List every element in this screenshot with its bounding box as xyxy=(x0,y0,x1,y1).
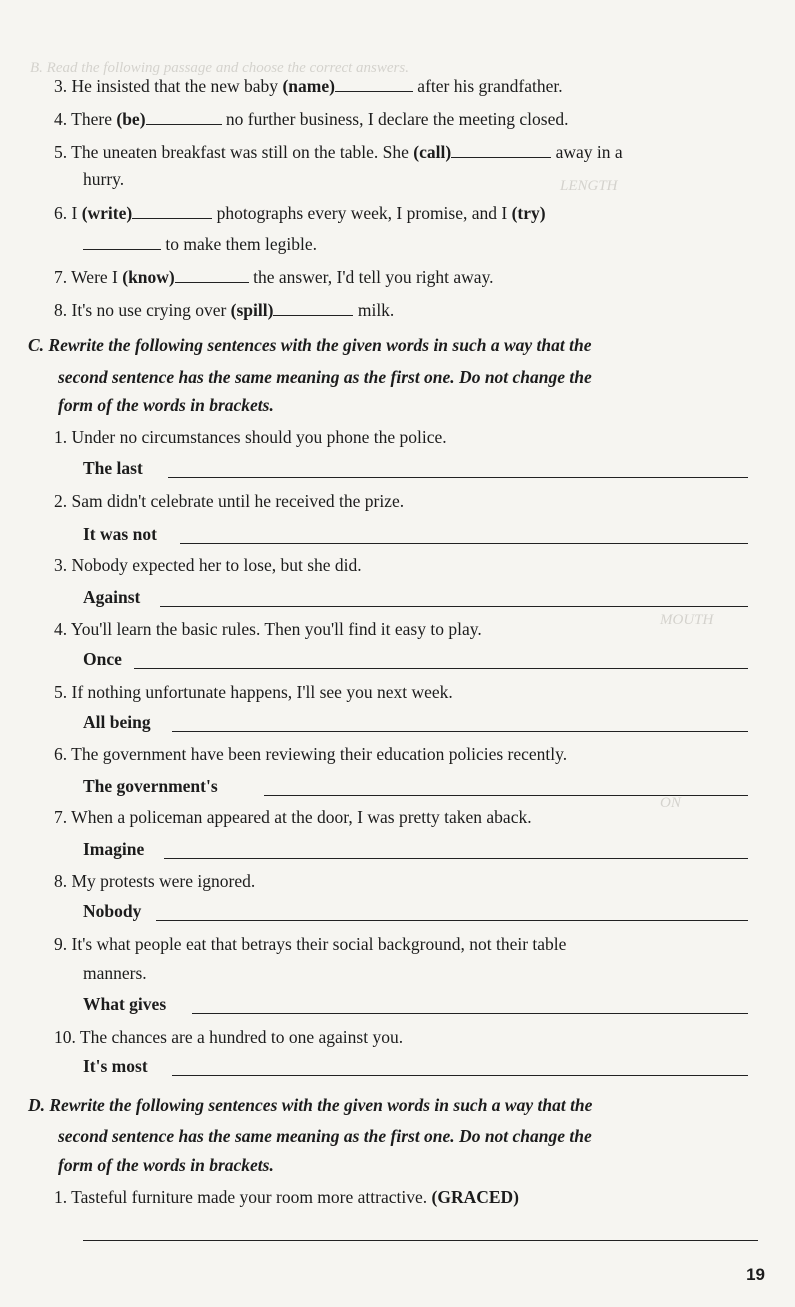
item-c4-prompt: Once xyxy=(83,649,122,669)
item-c2-prompt: It was not xyxy=(83,524,157,544)
answer-line xyxy=(160,606,748,607)
item-c7-sentence: 7. When a policeman appeared at the door, I was pretty taken aback. xyxy=(54,807,532,827)
answer-line xyxy=(134,668,748,669)
item-c9-prompt: What gives xyxy=(83,994,167,1014)
item-c7-prompt: Imagine xyxy=(83,839,145,859)
section-d-heading-line-2: second sentence has the same meaning as the first one. Do not change the xyxy=(58,1126,592,1146)
answer-line xyxy=(264,795,748,796)
item-c2-sentence: 2. Sam didn't celebrate until he received the prize. xyxy=(54,491,405,511)
item-b5: 5. The uneaten breakfast was still on the table. She (call) away in a xyxy=(54,142,623,162)
item-c3-prompt: Against xyxy=(83,587,141,607)
answer-line xyxy=(172,731,748,732)
answer-line xyxy=(83,1240,758,1241)
bleed-through-text: B. Read the following passage and choose the correct answers. xyxy=(30,60,409,76)
item-c1-sentence: 1. Under no circumstances should you phone the police. xyxy=(54,427,447,447)
item-c3-sentence: 3. Nobody expected her to lose, but she did. xyxy=(54,555,362,575)
answer-line xyxy=(156,920,748,921)
item-c1-prompt: The last xyxy=(83,458,143,478)
item-b4: 4. There (be) no further business, I declare the meeting closed. xyxy=(54,109,569,129)
answer-line xyxy=(168,477,748,478)
item-b5-cont: hurry. xyxy=(83,169,125,189)
item-c9-sentence: 9. It's what people eat that betrays their social background, not their table xyxy=(54,934,567,954)
item-d1-sentence: 1. Tasteful furniture made your room more attractive. (GRACED) xyxy=(54,1187,519,1207)
item-b7: 7. Were I (know) the answer, I'd tell you right away. xyxy=(54,267,494,287)
item-b6-cont: to make them legible. xyxy=(83,233,317,255)
item-c5-prompt: All being xyxy=(83,712,151,732)
section-d-heading-line-3: form of the words in brackets. xyxy=(58,1155,274,1175)
page-number: 19 xyxy=(746,1265,765,1284)
item-c5-sentence: 5. If nothing unfortunate happens, I'll see you next week. xyxy=(54,682,453,702)
item-c6-sentence: 6. The government have been reviewing their education policies recently. xyxy=(54,744,568,764)
section-d-heading-line-1: D. Rewrite the following sentences with the given words in such a way that the xyxy=(28,1095,593,1115)
item-c8-prompt: Nobody xyxy=(83,901,142,921)
item-c8-sentence: 8. My protests were ignored. xyxy=(54,871,256,891)
bleed-through-text: ON xyxy=(660,795,681,811)
answer-line xyxy=(172,1075,748,1076)
item-b8: 8. It's no use crying over (spill) milk. xyxy=(54,300,395,320)
answer-line xyxy=(164,858,748,859)
bleed-through-text: MOUTH xyxy=(660,612,714,628)
item-c10-sentence: 10. The chances are a hundred to one against you. xyxy=(54,1027,404,1047)
answer-line xyxy=(192,1013,748,1014)
item-c9-sentence-cont: manners. xyxy=(83,963,147,983)
answer-line xyxy=(180,543,748,544)
section-c-heading-line-1: C. Rewrite the following sentences with the given words in such a way that the xyxy=(28,335,592,355)
item-c6-prompt: The government's xyxy=(83,776,218,796)
item-b3: 3. He insisted that the new baby (name) after his grandfather. xyxy=(54,76,563,96)
section-c-heading-line-2: second sentence has the same meaning as the first one. Do not change the xyxy=(58,367,592,387)
item-c10-prompt: It's most xyxy=(83,1056,148,1076)
item-c4-sentence: 4. You'll learn the basic rules. Then you'll find it easy to play. xyxy=(54,619,482,639)
bleed-through-text: LENGTH xyxy=(560,178,618,194)
section-c-heading-line-3: form of the words in brackets. xyxy=(58,395,274,415)
item-b6: 6. I (write) photographs every week, I promise, and I (try) xyxy=(54,203,546,223)
